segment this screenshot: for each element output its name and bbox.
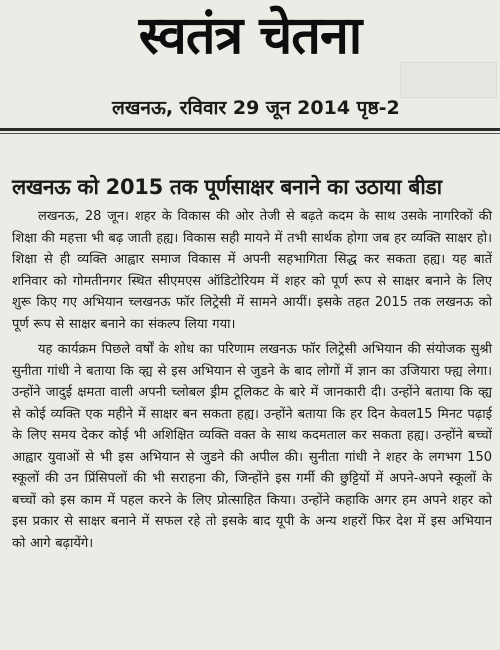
masthead-rule-thin [0, 133, 500, 134]
article-paragraph: लखनऊ, 28 जून। शहर के विकास की ओर तेजी से बढ़ते कदम के साथ उसके नागरिकों की शिक्षा की महत्ता भी बढ़ जाती हह्य। विकास सही मायने में तभी सार्थक होगा जब हर व्यक्ति साक्षर हो। शिक्षा से ही व्यक्ति आह्वार समाज विकास में अपनी सहभागिता सिद्ध कर सकता हह्य। यह बातें शनिवार को गोमतीनगर स्थित सीएमएस ऑडिटोरियम में शहर को पूर्ण रूप से साक्षर बनाने के लिए शुरू किए गए अभियान च्लखनऊ फॉर लिट्रेसी में सामने आयीं। इसके तहत 2015 तक लखनऊ को पूर्ण रूप से साक्षर बनाने का संकल्प लिया गया। [12, 209, 492, 332]
article-headline: लखनऊ को 2015 तक पूर्णसाक्षर बनाने का उठाया बीडा [12, 175, 442, 199]
edition-dateline: लखनऊ, रविवार 29 जून 2014 पृष्ठ-2 [112, 97, 400, 119]
faint-advertisement-box [400, 62, 497, 98]
newspaper-masthead: स्वतंत्र चेतना [138, 5, 362, 66]
masthead-rule [0, 128, 500, 131]
article-body [12, 206, 492, 558]
article-paragraph: यह कार्यक्रम पिछले वर्षों के शोध का परिणाम लखनऊ फॉर लिट्रेसी अभियान की संयोजक सुश्री सुनीता गांधी ने बताया कि व्ह्य से इस अभियान से जुडने के बाद लोगों में ज्ञान का उजियारा फ्ह्य लेगा। उन्होंने जादुई क्षमता वाली अपनी च्लोबल ड्रीम टूलिकट के बारे में जानकारी दी। उन्होंने बताया कि व्ह्य से कोई व्यक्ति एक महीने में साक्षर बन सकता हह्य। उन्होंने बताया कि हर दिन केवल15 मिनट पढ़ाई के लिए समय देकर कोई भी अशिक्षित व्यक्ति वक्त के साथ कदमताल कर सकता हह्य। उन्होंने बच्चों आह्वार युवाओं से भी इस अभियान से जुडने की अपील की। सुनीता गांधी ने शहर के लगभग 150 स्कूलों की उन प्रिंसिपलों की भी सराहना की, जिन्होंने इस गर्मी की छुट्टियों में अपने-अपने स्कूलों के बच्चों को इस काम में पहल करने के लिए प्रोत्साहित किया। उन्होंने कहाकि अगर हम अपने शहर को इस प्रकार से साक्षर बनाने में सफल रहे तो इसके बाद यूपी के अन्य शहरों फिर देश में इस अभियान को आगे बढ़ायेंगे। [12, 342, 492, 551]
